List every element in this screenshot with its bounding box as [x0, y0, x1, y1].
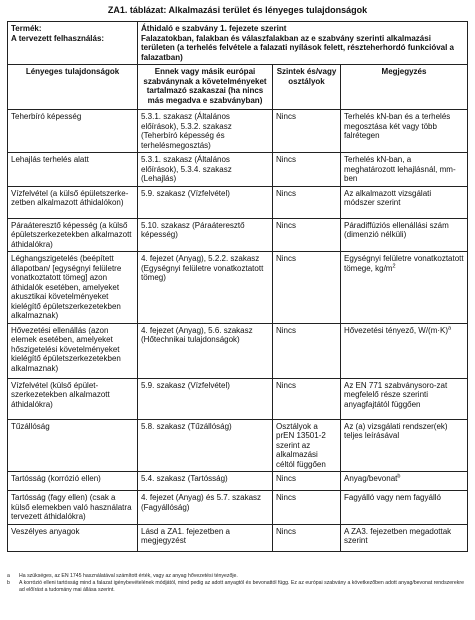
clause-cell: [138, 524, 273, 551]
clause-cell-text: 4. fejezet (Anyag), 5.2.2. szakasz (Egységnyi felületre vonatkoztatott tömeg): [141, 254, 264, 282]
level-cell-text: Nincs: [276, 220, 297, 230]
column-header: Lényeges tulajdonságok: [8, 65, 138, 110]
za1-table: [7, 21, 468, 552]
property-cell-text: Vízfelvétel (a külső épületszerke-zetben alkalmazott áthidalókon): [11, 188, 129, 207]
note-cell: [341, 323, 468, 378]
clause-cell-text: 5.8. szakasz (Tűzállóság): [141, 421, 232, 431]
note-cell-text: Hővezetési tényező, W/(m·K): [344, 325, 449, 335]
footnote-text: A korrózió elleni tartósság mind a falazat igénybevételének módjától, mind pedig az adott anyagtól és bevonattól függ. Ez az európai szabvány a következőben adott anyag/bevonat rendszerekre ad előírást a tudomány mai állása szerint.: [19, 580, 464, 593]
clause-cell-text: 5.10. szakasz (Páraáteresztő képesség): [141, 220, 245, 239]
note-cell: [341, 378, 468, 419]
property-cell-text: Vízfelvétel (külső épület-szerkezetekben alkalmazott áthidalókra): [11, 380, 110, 409]
clause-cell: [138, 491, 273, 525]
note-cell: [341, 472, 468, 491]
level-cell: [273, 186, 341, 218]
property-cell: [8, 524, 138, 551]
property-cell-text: Tartósság (korrózió ellen): [11, 474, 101, 483]
property-cell-text: Lehajlás terhelés alatt: [11, 155, 89, 164]
column-header-row: [8, 65, 468, 110]
property-cell: [8, 491, 138, 525]
footnotes: [7, 573, 467, 594]
header-value-cell: [138, 22, 468, 65]
clause-cell-text: 5.9. szakasz (Vízfelvétel): [141, 188, 230, 198]
level-cell: [273, 323, 341, 378]
clause-cell-text: 4. fejezet (Anyag), 5.6. szakasz (Hőtechnikai tulajdonságok): [141, 325, 253, 344]
property-cell-text: Léghangszigetelés (beépített állapotban/ [egységnyi felületre vonatkoztatott tömeg] azon áthidalók esetében, amelyeket akusztikai követelményeket kielégítő épületszerkezetekben alkalmaznak): [11, 254, 122, 320]
footnote: [7, 573, 467, 580]
table-row: [8, 218, 468, 252]
level-cell: [273, 524, 341, 551]
clause-cell: [138, 153, 273, 187]
level-cell: [273, 110, 341, 153]
clause-cell-text: 5.9. szakasz (Vízfelvétel): [141, 380, 230, 390]
level-cell: [273, 472, 341, 491]
table-row: [8, 524, 468, 551]
clause-cell-text: 5.3.1. szakasz (Általános előírások), 5.3.2. szakasz (Teherbíró képesség és terhelésmegosztás): [141, 112, 232, 150]
level-cell-text: Nincs: [276, 526, 297, 536]
level-cell-text: Nincs: [276, 254, 297, 263]
property-cell: [8, 472, 138, 491]
table-row: [8, 472, 468, 491]
level-cell: [273, 378, 341, 419]
property-cell-text: Tűzállóság: [11, 421, 50, 431]
note-cell: [341, 524, 468, 551]
clause-cell: [138, 419, 273, 472]
footnote-mark: a: [7, 573, 10, 579]
clause-cell-text: Lásd a ZA1. fejezetben a megjegyzést: [141, 526, 230, 545]
level-cell-text: Nincs: [276, 474, 297, 483]
clause-cell-text: 5.3.1. szakasz (Általános előírások), 5.3.4. szakasz (Lehajlás): [141, 155, 232, 183]
property-cell: [8, 378, 138, 419]
note-cell-text: Egységnyi felületre vonatkoztatott tömege, kg/m: [344, 254, 464, 273]
property-cell-text: Páraáteresztő képesség (a külső épületszerkezetekben alkalmazott áthidalókra): [11, 220, 132, 249]
level-cell-text: Nincs: [276, 112, 297, 121]
level-cell: [273, 252, 341, 324]
clause-cell: [138, 378, 273, 419]
note-cell-text: Anyag/bevonat: [344, 474, 398, 483]
column-header: Ennek vagy másik európai szabványnak a követelményeket tartalmazó szakaszai (ha nincs más megadva e szabványban): [138, 65, 273, 110]
level-cell-text: Nincs: [276, 380, 297, 390]
note-cell-text: A ZA3. fejezetben megadottak szerint: [344, 526, 452, 545]
table-row: [8, 186, 468, 218]
note-cell: [341, 218, 468, 252]
level-cell: [273, 153, 341, 187]
note-cell-text: Terhelés kN-ban, a meghatározott lehajlásnál, mm-ben: [344, 155, 456, 183]
clause-cell-text: 4. fejezet (Anyag) és 5.7. szakasz (Fagyállóság): [141, 493, 262, 512]
clause-cell: [138, 186, 273, 218]
property-cell-text: Veszélyes anyagok: [11, 526, 80, 536]
column-header: Szintek és/vagy osztályok: [273, 65, 341, 110]
table-row: [8, 252, 468, 324]
note-cell-text: Az EN 771 szabványsoro-zat megfelelő része szerinti anyagfajtától függően: [344, 380, 448, 409]
level-cell: [273, 491, 341, 525]
footnote-text: Ha szükséges, az EN 1745 használatával számított érték, vagy az anyag hővezetési tényezője.: [19, 573, 238, 579]
property-cell: [8, 419, 138, 472]
table-row: [8, 491, 468, 525]
level-cell-text: Osztályok a prEN 13501-2 szerint az alkalmazási céltól függően: [276, 421, 326, 469]
intended-use-label: A tervezett felhasználás:: [11, 33, 105, 43]
property-cell-text: Tartósság (fagy ellen) (csak a külső elemekben való használatra tervezett áthidalókra): [11, 493, 132, 521]
property-cell: [8, 218, 138, 252]
level-cell-text: Nincs: [276, 493, 297, 502]
header-label-cell: [8, 22, 138, 65]
table-row: [8, 419, 468, 472]
clause-cell: [138, 252, 273, 324]
note-cell-text: Páradiffúziós ellenállási szám (dimenzió nélküli): [344, 220, 449, 239]
intended-use-value: Falazatokban, falakban és válaszfalakban az e szabvány szerinti alkalmazási területen (a terhelés felvétele a falazati nyílások felett, részteherhordó funkcióval a falazatban): [141, 33, 454, 62]
note-cell: [341, 252, 468, 324]
note-cell: [341, 419, 468, 472]
note-cell-text: Az alkalmazott vizsgálati módszer szerint: [344, 188, 432, 207]
table-title: ZA1. táblázat: Alkalmazási terület és lényeges tulajdonságok: [107, 5, 368, 15]
table-row: [8, 153, 468, 187]
superscript: a: [448, 324, 452, 331]
property-cell: [8, 110, 138, 153]
table-row: [8, 378, 468, 419]
note-cell-text: Terhelés kN-ban és a terhelés megosztása két vagy több falrétegen: [344, 112, 451, 140]
property-cell: [8, 323, 138, 378]
level-cell-text: Nincs: [276, 325, 297, 335]
product-label: Termék:: [11, 24, 42, 33]
note-cell: [341, 153, 468, 187]
clause-cell: [138, 323, 273, 378]
header-row: [8, 22, 468, 65]
clause-cell: [138, 218, 273, 252]
superscript: 2: [392, 262, 396, 269]
property-cell-text: Teherbíró képesség: [11, 112, 82, 121]
level-cell: [273, 218, 341, 252]
note-cell: [341, 110, 468, 153]
column-header: Megjegyzés: [341, 65, 468, 110]
property-cell: [8, 252, 138, 324]
superscript: b: [397, 473, 401, 480]
property-cell: [8, 186, 138, 218]
level-cell-text: Nincs: [276, 188, 297, 198]
clause-cell: [138, 110, 273, 153]
table-row: [8, 110, 468, 153]
property-cell-text: Hővezetési ellenállás (azon elemek esetében, amelyeket hőszigetelési követelményeket kielégítő épületszerkezetekben alkalmaznak): [11, 325, 121, 373]
property-cell: [8, 153, 138, 187]
note-cell-text: Az (a) vizsgálati rendszer(ek) teljes leírásával: [344, 421, 448, 440]
note-cell-text: Fagyálló vagy nem fagyálló: [344, 493, 441, 502]
note-cell: [341, 186, 468, 218]
product-value: Áthidaló e szabvány 1. fejezete szerint: [141, 24, 287, 33]
level-cell: [273, 419, 341, 472]
clause-cell-text: 5.4. szakasz (Tartósság): [141, 474, 228, 483]
table-row: [8, 323, 468, 378]
footnote: [7, 580, 467, 594]
footnote-mark: b: [7, 580, 10, 586]
level-cell-text: Nincs: [276, 155, 297, 164]
note-cell: [341, 491, 468, 525]
clause-cell: [138, 472, 273, 491]
